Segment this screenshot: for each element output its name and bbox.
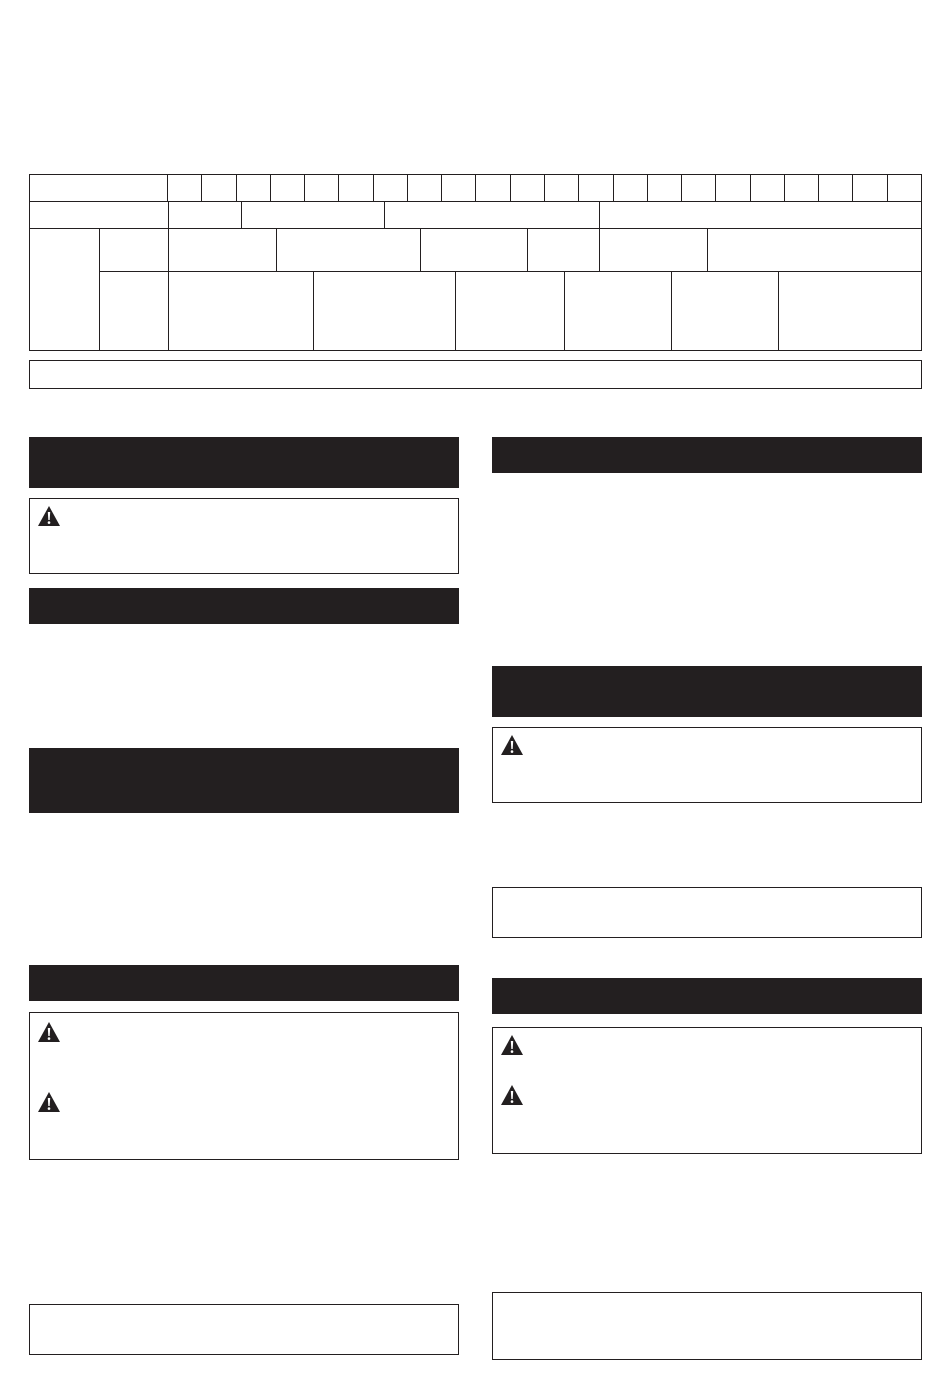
warning-triangle-icon [500,1084,524,1106]
spec-table-cell [544,174,579,202]
spec-table-cell [201,174,237,202]
warning-box [29,498,459,574]
warning-triangle-icon [500,1034,524,1056]
spec-table-cell [168,228,277,272]
section-heading-bar [29,588,459,624]
note-box [29,1304,459,1355]
spec-table-cell [707,228,922,272]
spec-table-cell [167,174,202,202]
spec-table-cell [681,174,716,202]
spec-table-cell [578,174,614,202]
spec-table-cell [313,271,456,351]
section-heading-bar [492,978,922,1014]
spec-table-cell [441,174,476,202]
spec-table-cell [527,228,600,272]
spec-table-cell [564,271,672,351]
spec-table-cell [99,271,169,351]
spec-table-cell [784,174,819,202]
note-box [492,1292,922,1360]
spec-table-cell [384,201,600,229]
spec-table-cell [29,201,169,229]
section-heading-bar [29,965,459,1001]
spec-table-cell [750,174,785,202]
spec-table-cell [647,174,682,202]
spec-table-cell [613,174,648,202]
spec-table-cell [270,174,305,202]
spec-table-cell [407,174,442,202]
spec-table-cell [168,201,242,229]
spec-table-cell [241,201,385,229]
spec-table-cell [818,174,853,202]
spec-table-cell [455,271,565,351]
section-heading-bar [29,437,459,488]
spec-table-cell [304,174,339,202]
spec-table-cell [29,174,169,202]
spec-table-cell [599,228,708,272]
table-note-box [29,360,922,389]
spec-table-cell [475,174,511,202]
section-heading-bar [29,748,459,813]
spec-table-cell [338,174,374,202]
spec-table-cell [715,174,751,202]
warning-box [29,1012,459,1160]
warning-triangle-icon [37,1021,61,1043]
note-box [492,887,922,938]
spec-table-cell [599,201,922,229]
warning-box [492,727,922,803]
warning-triangle-icon [500,734,524,756]
warning-triangle-icon [37,505,61,527]
spec-table-cell [887,174,922,202]
spec-table-cell [671,271,779,351]
spec-table-cell [168,271,314,351]
spec-table-cell [236,174,271,202]
warning-triangle-icon [37,1091,61,1113]
spec-table-cell [29,228,100,351]
spec-table-cell [276,228,421,272]
spec-table-cell [373,174,408,202]
section-heading-bar [492,437,922,473]
section-heading-bar [492,666,922,717]
spec-table-cell [510,174,545,202]
spec-table-cell [420,228,528,272]
spec-table-cell [778,271,922,351]
warning-box [492,1027,922,1154]
spec-table-cell [852,174,888,202]
spec-table-cell [99,228,169,272]
